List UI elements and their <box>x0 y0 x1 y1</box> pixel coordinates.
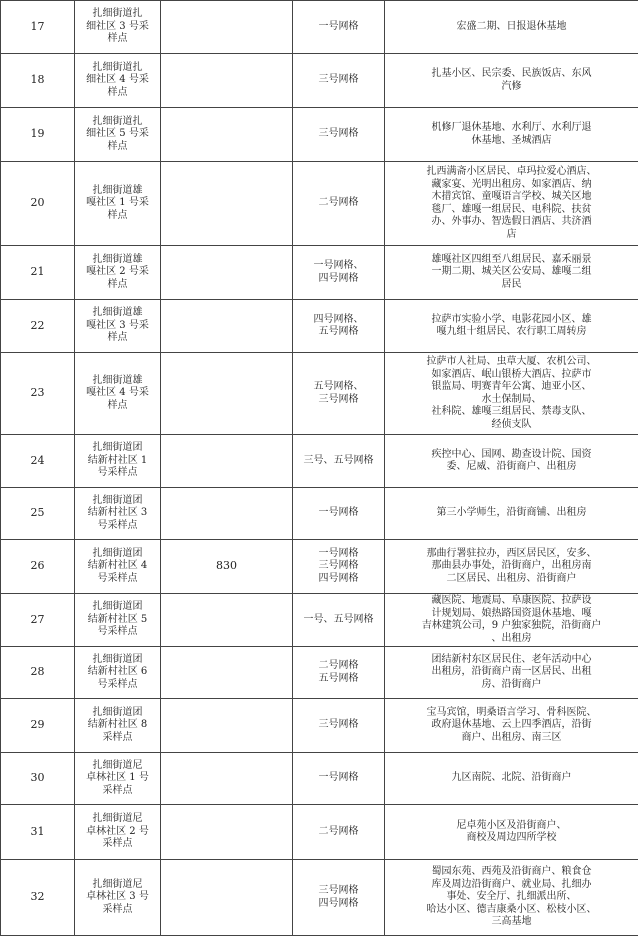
row-number: 26 <box>1 540 75 594</box>
sample-count <box>161 300 293 353</box>
row-number: 31 <box>1 805 75 860</box>
coverage-area: 藏医院、地震局、阜康医院、拉萨设 计规划局、娘热路国资退休基地、嘎 吉林建筑公司，9 户独家独院，沿街商户 、出租房 <box>385 594 638 647</box>
grid-assignment: 三号、五号网格 <box>293 435 385 488</box>
grid-assignment: 一号网格 <box>293 1 385 54</box>
row-number: 18 <box>1 54 75 108</box>
coverage-area: 蜀园东苑、西苑及沿街商户、粮食仓 库及周边沿街商户、就业局、扎细办 事处、安全厅、扎细派出所、 哈达小区、德吉康桑小区、松枝小区、 三高基地 <box>385 860 638 936</box>
sampling-site: 扎细街道尼 卓林社区 1 号 采样点 <box>75 753 161 805</box>
grid-assignment: 一号、五号网格 <box>293 594 385 647</box>
row-number: 27 <box>1 594 75 647</box>
coverage-area: 拉萨市实验小学、电影花园小区、雄 嘎九组十组居民、农行职工周转房 <box>385 300 638 353</box>
sampling-site: 扎细街道雄 嘎社区 3 号采 样点 <box>75 300 161 353</box>
coverage-area: 宝马宾馆，明桑语言学习、骨科医院、 政府退休基地、云上四季酒店，沿街 商户、出租房、南三区 <box>385 699 638 753</box>
grid-assignment: 一号网格 三号网格 四号网格 <box>293 540 385 594</box>
row-number: 19 <box>1 108 75 162</box>
sampling-site: 扎细街道雄 嘎社区 4 号采 样点 <box>75 353 161 435</box>
sampling-site: 扎细街道扎 细社区 3 号采 样点 <box>75 1 161 54</box>
table-row <box>1 753 638 805</box>
sample-count <box>161 805 293 860</box>
sample-count <box>161 435 293 488</box>
table-row <box>1 647 638 699</box>
row-number: 22 <box>1 300 75 353</box>
grid-assignment: 二号网格 <box>293 162 385 246</box>
grid-assignment: 四号网格、 五号网格 <box>293 300 385 353</box>
table-row <box>1 353 638 435</box>
sampling-site: 扎细街道团 结新村社区 8 采样点 <box>75 699 161 753</box>
row-number: 20 <box>1 162 75 246</box>
sample-count <box>161 353 293 435</box>
sample-count <box>161 162 293 246</box>
sampling-site: 扎细街道雄 嘎社区 1 号采 样点 <box>75 162 161 246</box>
table-row <box>1 699 638 753</box>
coverage-area: 疾控中心、国网、勘查设计院、国资 委、尼威、沿街商户、出租房 <box>385 435 638 488</box>
grid-assignment: 三号网格 <box>293 699 385 753</box>
coverage-area: 九区南院、北院、沿街商户 <box>385 753 638 805</box>
grid-assignment: 二号网格 <box>293 805 385 860</box>
row-number: 28 <box>1 647 75 699</box>
sample-count <box>161 699 293 753</box>
grid-assignment: 三号网格 <box>293 54 385 108</box>
grid-assignment: 二号网格 五号网格 <box>293 647 385 699</box>
coverage-area: 团结新村东区居民住、老年活动中心 出租房，沿街商户南一区居民、出租 房、沿街商户 <box>385 647 638 699</box>
grid-assignment: 一号网格 <box>293 753 385 805</box>
table-row <box>1 1 638 54</box>
table-row <box>1 435 638 488</box>
sampling-site: 扎细街道团 结新村社区 6 号采样点 <box>75 647 161 699</box>
sample-count <box>161 1 293 54</box>
sampling-site: 扎细街道团 结新村社区 3 号采样点 <box>75 488 161 540</box>
sampling-site: 扎细街道雄 嘎社区 2 号采 样点 <box>75 246 161 300</box>
sampling-site: 扎细街道尼 卓林社区 2 号 采样点 <box>75 805 161 860</box>
row-number: 23 <box>1 353 75 435</box>
row-number: 21 <box>1 246 75 300</box>
sample-count <box>161 647 293 699</box>
table-row <box>1 54 638 108</box>
coverage-area: 拉萨市人社局、虫草大厦、农机公司、 如家酒店、岷山银桥大酒店、拉萨市 银监局、明赛青年公寓、迪亚小区、 水土保制局、 社科院、雄嘎三组居民、禁毒支队、 经侦支队 <box>385 353 638 435</box>
row-number: 29 <box>1 699 75 753</box>
table-row <box>1 162 638 246</box>
coverage-area: 第三小学师生，沿街商铺、出租房 <box>385 488 638 540</box>
grid-assignment: 五号网格、 三号网格 <box>293 353 385 435</box>
coverage-area: 尼卓苑小区及沿街商户、 商校及周边四所学校 <box>385 805 638 860</box>
grid-assignment: 三号网格 四号网格 <box>293 860 385 936</box>
row-number: 25 <box>1 488 75 540</box>
coverage-area: 雄嘎社区四组至八组居民、嘉禾丽景 一期二期、城关区公安局、雄嘎二组 居民 <box>385 246 638 300</box>
grid-assignment: 一号网格、 四号网格 <box>293 246 385 300</box>
sample-count <box>161 488 293 540</box>
sample-count <box>161 246 293 300</box>
coverage-area: 机修厂退休基地、水利厅、水利厅退 休基地、圣城酒店 <box>385 108 638 162</box>
sample-count <box>161 54 293 108</box>
sample-count <box>161 594 293 647</box>
coverage-area: 扎西满斋小区居民、卓玛拉爱心酒店、 藏家宴、光明出租房、如家酒店、纳 木措宾馆、童嘎语言学校、城关区地 毯厂、雄嘎一组居民、电科院、扶贫 办、外事办、智选假日酒店、共济酒 店 <box>385 162 638 246</box>
table-row <box>1 594 638 647</box>
sample-count <box>161 860 293 936</box>
table-row <box>1 860 638 936</box>
row-number: 32 <box>1 860 75 936</box>
sampling-site: 扎细街道团 结新村社区 1 号采样点 <box>75 435 161 488</box>
table-row <box>1 805 638 860</box>
sample-count <box>161 108 293 162</box>
sampling-site: 扎细街道尼 卓林社区 3 号 采样点 <box>75 860 161 936</box>
coverage-area: 那曲行署驻拉办，西区居民区，安多、 那曲县办事处，沿街商户，出租房南 二区居民、出租房、沿街商户 <box>385 540 638 594</box>
table-row <box>1 108 638 162</box>
row-number: 17 <box>1 1 75 54</box>
sample-count: 830 <box>161 540 293 594</box>
table-row <box>1 300 638 353</box>
sampling-site: 扎细街道团 结新村社区 5 号采样点 <box>75 594 161 647</box>
coverage-area: 宏盛二期、日报退休基地 <box>385 1 638 54</box>
row-number: 30 <box>1 753 75 805</box>
sampling-site: 扎细街道扎 细社区 4 号采 样点 <box>75 54 161 108</box>
coverage-area: 扎基小区、民宗委、民族饭店、东风 汽修 <box>385 54 638 108</box>
table-row <box>1 246 638 300</box>
grid-assignment: 三号网格 <box>293 108 385 162</box>
grid-assignment: 一号网格 <box>293 488 385 540</box>
sampling-site: 扎细街道团 结新村社区 4 号采样点 <box>75 540 161 594</box>
sample-count <box>161 753 293 805</box>
table-row <box>1 540 638 594</box>
table-row <box>1 488 638 540</box>
sampling-site: 扎细街道扎 细社区 5 号采 样点 <box>75 108 161 162</box>
row-number: 24 <box>1 435 75 488</box>
